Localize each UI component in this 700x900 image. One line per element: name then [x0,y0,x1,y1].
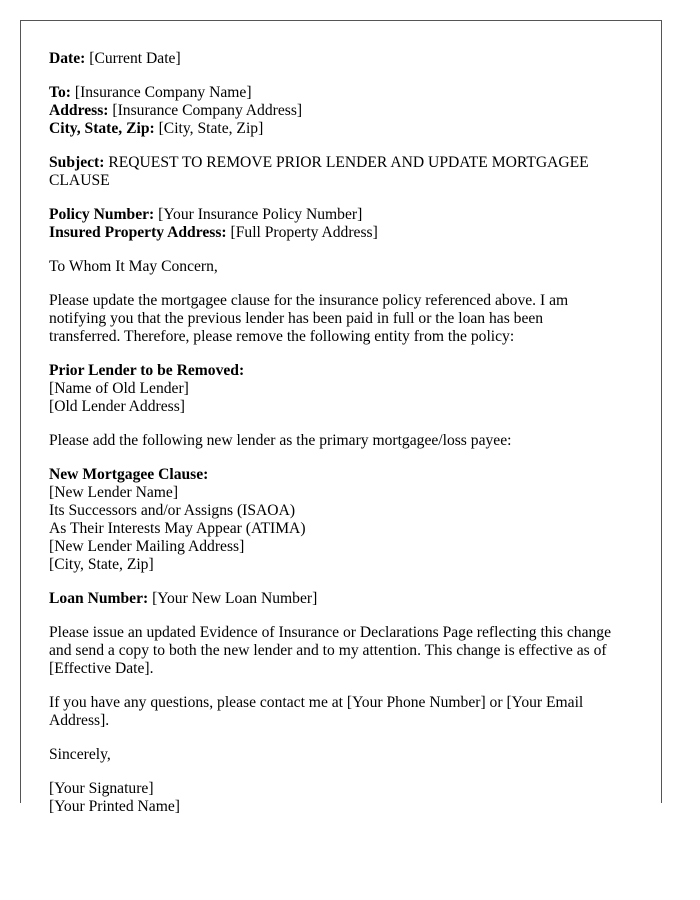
policy-number-line [49,206,633,224]
policy-number-value: [Your Insurance Policy Number] [158,206,363,223]
date-label: Date: [49,50,86,67]
closing: Sincerely, [49,746,111,763]
isaoa-line: Its Successors and/or Assigns (ISAOA) [49,502,296,519]
address-label: Address: [49,102,109,119]
signature-block [49,780,633,816]
contact-line-2: Address]. [49,712,110,729]
subject-block [49,154,633,190]
new-clause-heading: New Mortgagee Clause: [49,466,209,483]
new-lender-name: [New Lender Name] [49,484,179,501]
to-line [49,84,633,102]
add-instruction: Please add the following new lender as the primary mortgagee/loss payee: [49,432,512,449]
contact-line-1: If you have any questions, please contact me at [Your Phone Number] or [Your Email [49,694,584,711]
signature-line: [Your Signature] [49,780,154,797]
request-line-2: and send a copy to both the new lender and to my attention. This change is effective as of [49,642,607,659]
atima-line: As Their Interests May Appear (ATIMA) [49,520,306,537]
date-value: [Current Date] [89,50,181,67]
policy-number-label: Policy Number: [49,206,155,223]
address-value: [Insurance Company Address] [112,102,303,119]
loan-number-line [49,590,633,608]
request-line-1: Please issue an updated Evidence of Insurance or Declarations Page reflecting this change [49,624,612,641]
subject-line-2: CLAUSE [49,172,110,189]
new-lender-mailing: [New Lender Mailing Address] [49,538,245,555]
loan-number-label: Loan Number: [49,590,149,607]
policy-block [49,206,633,242]
city-label: City, State, Zip: [49,120,155,137]
prior-lender-name: [Name of Old Lender] [49,380,189,397]
prior-lender-address: [Old Lender Address] [49,398,185,415]
city-value: [City, State, Zip] [158,120,264,137]
to-value: [Insurance Company Name] [74,84,252,101]
loan-number-value: [Your New Loan Number] [152,590,318,607]
letter-page [20,20,662,815]
prior-lender-block [49,362,633,416]
request-paragraph [49,624,633,678]
printed-name-line: [Your Printed Name] [49,798,180,815]
property-address-value: [Full Property Address] [230,224,378,241]
to-label: To: [49,84,71,101]
date-line [49,50,633,68]
intro-line-1: Please update the mortgagee clause for the insurance policy referenced above. I am [49,292,569,309]
spacer [49,68,633,84]
request-line-3: [Effective Date]. [49,660,154,677]
new-clause-block [49,466,633,574]
loan-number-block [49,590,633,608]
prior-lender-heading: Prior Lender to be Removed: [49,362,245,379]
letter-body [21,21,661,816]
new-lender-city: [City, State, Zip] [49,556,154,573]
recipient-block [49,50,633,138]
address-line [49,102,633,120]
subject-line-1 [49,154,633,172]
contact-paragraph [49,694,633,730]
intro-line-3: transferred. Therefore, please remove the following entity from the policy: [49,328,515,345]
salutation: To Whom It May Concern, [49,258,218,275]
city-line [49,120,633,138]
intro-paragraph [49,292,633,346]
property-address-label: Insured Property Address: [49,224,227,241]
subject-text-1: REQUEST TO REMOVE PRIOR LENDER AND UPDATE MORTGAGEE [108,154,589,171]
property-address-line [49,224,633,242]
subject-label: Subject: [49,154,105,171]
intro-line-2: notifying you that the previous lender has been paid in full or the loan has been [49,310,544,327]
